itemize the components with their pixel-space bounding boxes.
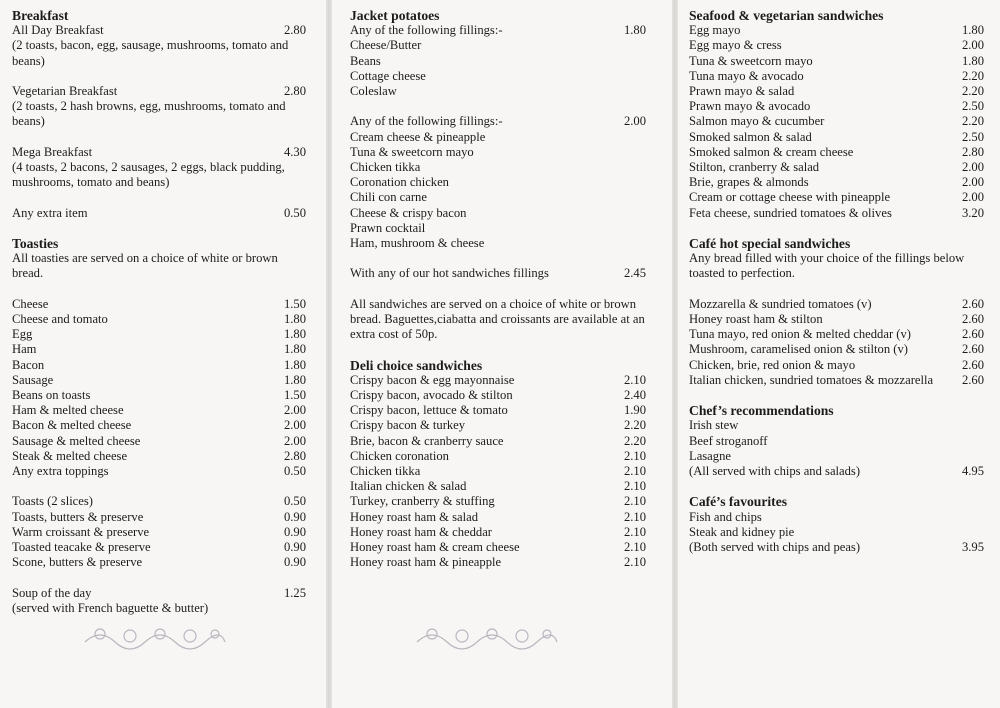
menu-item (12, 540, 306, 555)
deli-heading: Deli choice sandwiches (350, 357, 483, 373)
item-name: Soup of the day (12, 585, 92, 600)
item-name: Beans on toasts (12, 388, 91, 402)
menu-item (350, 403, 646, 418)
menu-item (12, 403, 306, 418)
item-price: 2.80 (283, 23, 306, 38)
item-name: Steak & melted cheese (12, 448, 128, 463)
item-name: Chicken, brie, red onion & mayo (689, 357, 856, 372)
menu-item (689, 84, 984, 99)
menu-item (689, 312, 984, 327)
item-price: 1.80 (283, 311, 306, 326)
list-item: Irish stew (689, 418, 739, 433)
toasties-list (12, 297, 306, 479)
item-name: Tuna mayo & avocado (689, 68, 804, 83)
item-price: 3.95 (961, 540, 984, 555)
seafood-heading: Seafood & vegetarian sandwiches (689, 8, 884, 23)
fillings-group-title (350, 114, 646, 129)
item-name: All Day Breakfast (12, 23, 104, 38)
item-price: 2.50 (961, 129, 984, 144)
menu-item (12, 373, 306, 388)
item-name: Egg mayo (689, 23, 741, 38)
menu-item (689, 114, 984, 129)
item-name: Bacon & melted cheese (12, 418, 132, 433)
item-description: (served with French baguette & butter) (12, 600, 209, 615)
hot-sandwiches-note: Any bread filled with your choice of the fillings below toasted to perfection. (689, 251, 965, 281)
item-name: Any extra item (12, 205, 88, 220)
item-price: 1.80 (623, 23, 646, 38)
item-name: Egg mayo & cress (689, 38, 782, 53)
item-price: 2.00 (283, 433, 306, 448)
item-name: Salmon mayo & cucumber (689, 114, 825, 129)
item-price: 2.10 (623, 494, 646, 509)
item-price: 0.90 (283, 509, 306, 524)
item-price: 2.20 (623, 433, 646, 448)
item-price: 2.60 (961, 357, 984, 372)
item-price: 1.80 (283, 327, 306, 342)
sandwich-note: All sandwiches are served on a choice of white or brown bread. Baguettes,ciabatta and croissants are available at an extra cost of 50p. (350, 296, 645, 342)
menu-item (350, 373, 646, 388)
item-price: 2.60 (961, 342, 984, 357)
menu-item (12, 510, 306, 525)
item-price: 0.90 (283, 555, 306, 570)
chef-list (689, 418, 984, 464)
item-name: Toasts (2 slices) (12, 494, 93, 509)
item-name: Feta cheese, sundried tomatoes & olives (689, 205, 892, 220)
item-name: Any of the following fillings:- (350, 23, 503, 38)
item-name: Brie, bacon & cranberry sauce (350, 433, 504, 448)
menu-item (12, 388, 306, 403)
item-price: 2.40 (623, 388, 646, 403)
menu-item (689, 373, 984, 388)
menu-item (350, 388, 646, 403)
seafood-list (689, 23, 984, 221)
item-name: Toasts, butters & preserve (12, 509, 144, 524)
item-price: 2.50 (961, 99, 984, 114)
menu-item (689, 190, 984, 205)
item-price: 2.60 (961, 327, 984, 342)
item-name: Crispy bacon & egg mayonnaise (350, 372, 515, 387)
item-price: 2.60 (961, 296, 984, 311)
item-name: Prawn mayo & avocado (689, 99, 811, 114)
menu-item (12, 342, 306, 357)
item-price: 2.20 (961, 68, 984, 83)
hot-sandwiches-list (689, 297, 984, 388)
menu-item (350, 464, 646, 479)
menu-item (12, 358, 306, 373)
chef-heading: Chef’s recommendations (689, 403, 834, 419)
menu-panel-right (678, 0, 1000, 708)
item-name: (Both served with chips and peas) (689, 540, 861, 555)
item-name: Cheese and tomato (12, 311, 108, 326)
menu-item (350, 540, 646, 555)
fillings-list (350, 130, 646, 252)
item-price: 3.20 (961, 205, 984, 220)
menu-item (12, 525, 306, 540)
item-price: 2.80 (961, 144, 984, 159)
favourites-list (689, 510, 984, 540)
item-name: Honey roast ham & stilton (689, 312, 823, 327)
item-price: 2.80 (283, 84, 306, 98)
item-name: Sausage & melted cheese (12, 433, 141, 448)
menu-item (12, 312, 306, 327)
item-name: Crispy bacon & turkey (350, 418, 466, 433)
menu-item (689, 38, 984, 53)
list-item: Prawn cocktail (350, 220, 426, 235)
item-name: Honey roast ham & salad (350, 509, 479, 524)
floral-ornament-icon (80, 624, 230, 650)
item-name: Ham & melted cheese (12, 403, 124, 418)
item-name: Smoked salmon & salad (689, 129, 812, 144)
floral-ornament-icon (412, 624, 562, 650)
item-name: Turkey, cranberry & stuffing (350, 494, 495, 509)
item-price: 2.20 (961, 114, 984, 129)
item-name: Cheese (12, 296, 49, 311)
item-price: 2.10 (623, 524, 646, 539)
list-item: Cheese & crispy bacon (350, 205, 467, 220)
item-price: 1.80 (283, 372, 306, 387)
item-price: 2.00 (283, 403, 306, 418)
item-price: 2.10 (623, 555, 646, 570)
item-name: With any of our hot sandwiches fillings (350, 266, 549, 281)
list-item: Chicken tikka (350, 160, 421, 175)
item-name: Sausage (12, 372, 54, 387)
item-price: 0.90 (283, 524, 306, 539)
menu-item (689, 23, 984, 38)
item-price: 2.60 (961, 372, 984, 387)
menu-item (12, 23, 306, 38)
item-price: 2.00 (283, 418, 306, 433)
menu-panel-middle (332, 0, 672, 708)
menu-item (689, 540, 984, 555)
item-name: (All served with chips and salads) (689, 464, 861, 479)
item-name: Chicken tikka (350, 464, 421, 479)
menu-item (350, 494, 646, 509)
menu-item (12, 84, 306, 99)
menu-item (350, 266, 646, 281)
item-name: Mega Breakfast (12, 144, 93, 159)
list-item: Chili con carne (350, 190, 427, 205)
item-description: (4 toasts, 2 bacons, 2 sausages, 2 eggs, black pudding, mushrooms, tomato and beans) (12, 160, 285, 190)
fillings-list (350, 38, 646, 99)
item-price: 2.10 (623, 509, 646, 524)
item-name: Honey roast ham & pineapple (350, 555, 502, 570)
item-name: Honey roast ham & cream cheese (350, 540, 520, 555)
item-price: 4.30 (283, 144, 306, 159)
list-item: Cottage cheese (350, 68, 426, 83)
fillings-group-title (350, 23, 646, 38)
item-name: Vegetarian Breakfast (12, 84, 118, 98)
item-price: 1.50 (283, 296, 306, 311)
toasties-note: All toasties are served on a choice of white or brown bread. (12, 251, 278, 281)
item-price: 2.20 (623, 418, 646, 433)
list-item: Coleslaw (350, 84, 397, 99)
menu-item (350, 510, 646, 525)
item-name: Chicken coronation (350, 448, 449, 463)
menu-item (689, 297, 984, 312)
list-item: Beef stroganoff (689, 433, 768, 448)
breakfast-heading: Breakfast (12, 8, 69, 23)
list-item: Cheese/Butter (350, 38, 422, 53)
item-price: 1.80 (283, 342, 306, 357)
menu-item (12, 418, 306, 433)
favourites-heading: Café’s favourites (689, 494, 788, 510)
item-name: Stilton, cranberry & salad (689, 160, 820, 175)
item-price: 2.00 (623, 114, 646, 129)
menu-panel-left (0, 0, 326, 708)
list-item: Coronation chicken (350, 175, 449, 190)
item-name: Any extra toppings (12, 464, 109, 479)
item-price: 2.00 (961, 38, 984, 53)
menu-item (689, 69, 984, 84)
item-price: 1.25 (283, 585, 306, 600)
item-price: 1.50 (283, 388, 306, 402)
menu-item (12, 297, 306, 312)
list-item: Steak and kidney pie (689, 524, 795, 539)
item-name: Honey roast ham & cheddar (350, 524, 492, 539)
item-price: 2.10 (623, 540, 646, 555)
list-item: Fish and chips (689, 509, 762, 524)
item-name: Tuna mayo, red onion & melted cheddar (v) (689, 327, 911, 342)
menu-item (12, 586, 306, 601)
menu-item (12, 464, 306, 479)
item-price: 2.10 (623, 448, 646, 463)
toasties-heading: Toasties (12, 235, 59, 251)
item-name: Warm croissant & preserve (12, 524, 150, 539)
menu-item (12, 494, 306, 509)
item-price: 2.00 (961, 160, 984, 175)
menu-item (350, 479, 646, 494)
menu-item (689, 54, 984, 69)
item-price: 0.50 (283, 205, 306, 220)
item-price: 1.80 (961, 53, 984, 68)
item-price: 2.20 (961, 84, 984, 99)
menu-item (689, 206, 984, 221)
item-name: Crispy bacon, avocado & stilton (350, 388, 513, 403)
item-price: 0.50 (283, 494, 306, 509)
menu-item (689, 464, 984, 479)
menu-item (12, 555, 306, 570)
item-name: Mozzarella & sundried tomatoes (v) (689, 296, 872, 311)
menu-item (12, 206, 306, 221)
menu-item (689, 99, 984, 114)
item-name: Brie, grapes & almonds (689, 175, 809, 190)
menu-item (12, 449, 306, 464)
menu-item (689, 130, 984, 145)
item-name: Italian chicken & salad (350, 479, 467, 494)
list-item: Lasagne (689, 448, 731, 463)
item-price: 1.80 (961, 23, 984, 38)
item-price: 1.90 (623, 403, 646, 418)
item-price: 2.45 (623, 266, 646, 281)
menu-item (12, 327, 306, 342)
item-name: Italian chicken, sundried tomatoes & mozzarella (689, 372, 934, 387)
toasts-list (12, 494, 306, 570)
item-name: Scone, butters & preserve (12, 555, 143, 570)
menu-item (12, 145, 306, 160)
jacket-heading: Jacket potatoes (350, 8, 440, 23)
item-name: Bacon (12, 357, 45, 372)
item-price: 0.50 (283, 464, 306, 479)
item-description: (2 toasts, bacon, egg, sausage, mushrooms, tomato and beans) (12, 38, 289, 68)
item-price: 1.80 (283, 357, 306, 372)
list-item: Cream cheese & pineapple (350, 129, 486, 144)
item-name: Ham (12, 342, 37, 357)
item-name: Toasted teacake & preserve (12, 540, 151, 555)
item-price: 2.10 (623, 479, 646, 494)
item-price: 4.95 (961, 464, 984, 479)
item-name: Crispy bacon, lettuce & tomato (350, 403, 508, 418)
hot-sandwiches-heading: Café hot special sandwiches (689, 236, 851, 252)
menu-item (689, 175, 984, 190)
item-name: Any of the following fillings:- (350, 114, 503, 129)
item-price: 2.80 (283, 448, 306, 463)
menu-item (350, 418, 646, 433)
menu-item (350, 449, 646, 464)
item-price: 2.60 (961, 312, 984, 327)
list-item: Beans (350, 53, 381, 68)
list-item: Tuna & sweetcorn mayo (350, 144, 474, 159)
item-name: Mushroom, caramelised onion & stilton (v) (689, 342, 908, 357)
menu-item (350, 525, 646, 540)
item-name: Egg (12, 327, 33, 342)
item-price: 2.10 (623, 372, 646, 387)
menu-item (689, 327, 984, 342)
item-name: Prawn mayo & salad (689, 84, 795, 99)
item-name: Tuna & sweetcorn mayo (689, 53, 813, 68)
item-description: (2 toasts, 2 hash browns, egg, mushrooms, tomato and beans) (12, 99, 286, 129)
menu-item (689, 342, 984, 357)
menu-item (350, 434, 646, 449)
menu-item (689, 145, 984, 160)
menu-item (689, 358, 984, 373)
item-name: Cream or cottage cheese with pineapple (689, 190, 891, 205)
item-price: 2.10 (623, 464, 646, 479)
menu-item (689, 160, 984, 175)
item-price: 2.00 (961, 190, 984, 205)
deli-list (350, 373, 646, 571)
menu-item (12, 434, 306, 449)
menu-item (350, 555, 646, 570)
list-item: Ham, mushroom & cheese (350, 236, 485, 251)
item-price: 2.00 (961, 175, 984, 190)
item-name: Smoked salmon & cream cheese (689, 144, 854, 159)
item-price: 0.90 (283, 540, 306, 555)
